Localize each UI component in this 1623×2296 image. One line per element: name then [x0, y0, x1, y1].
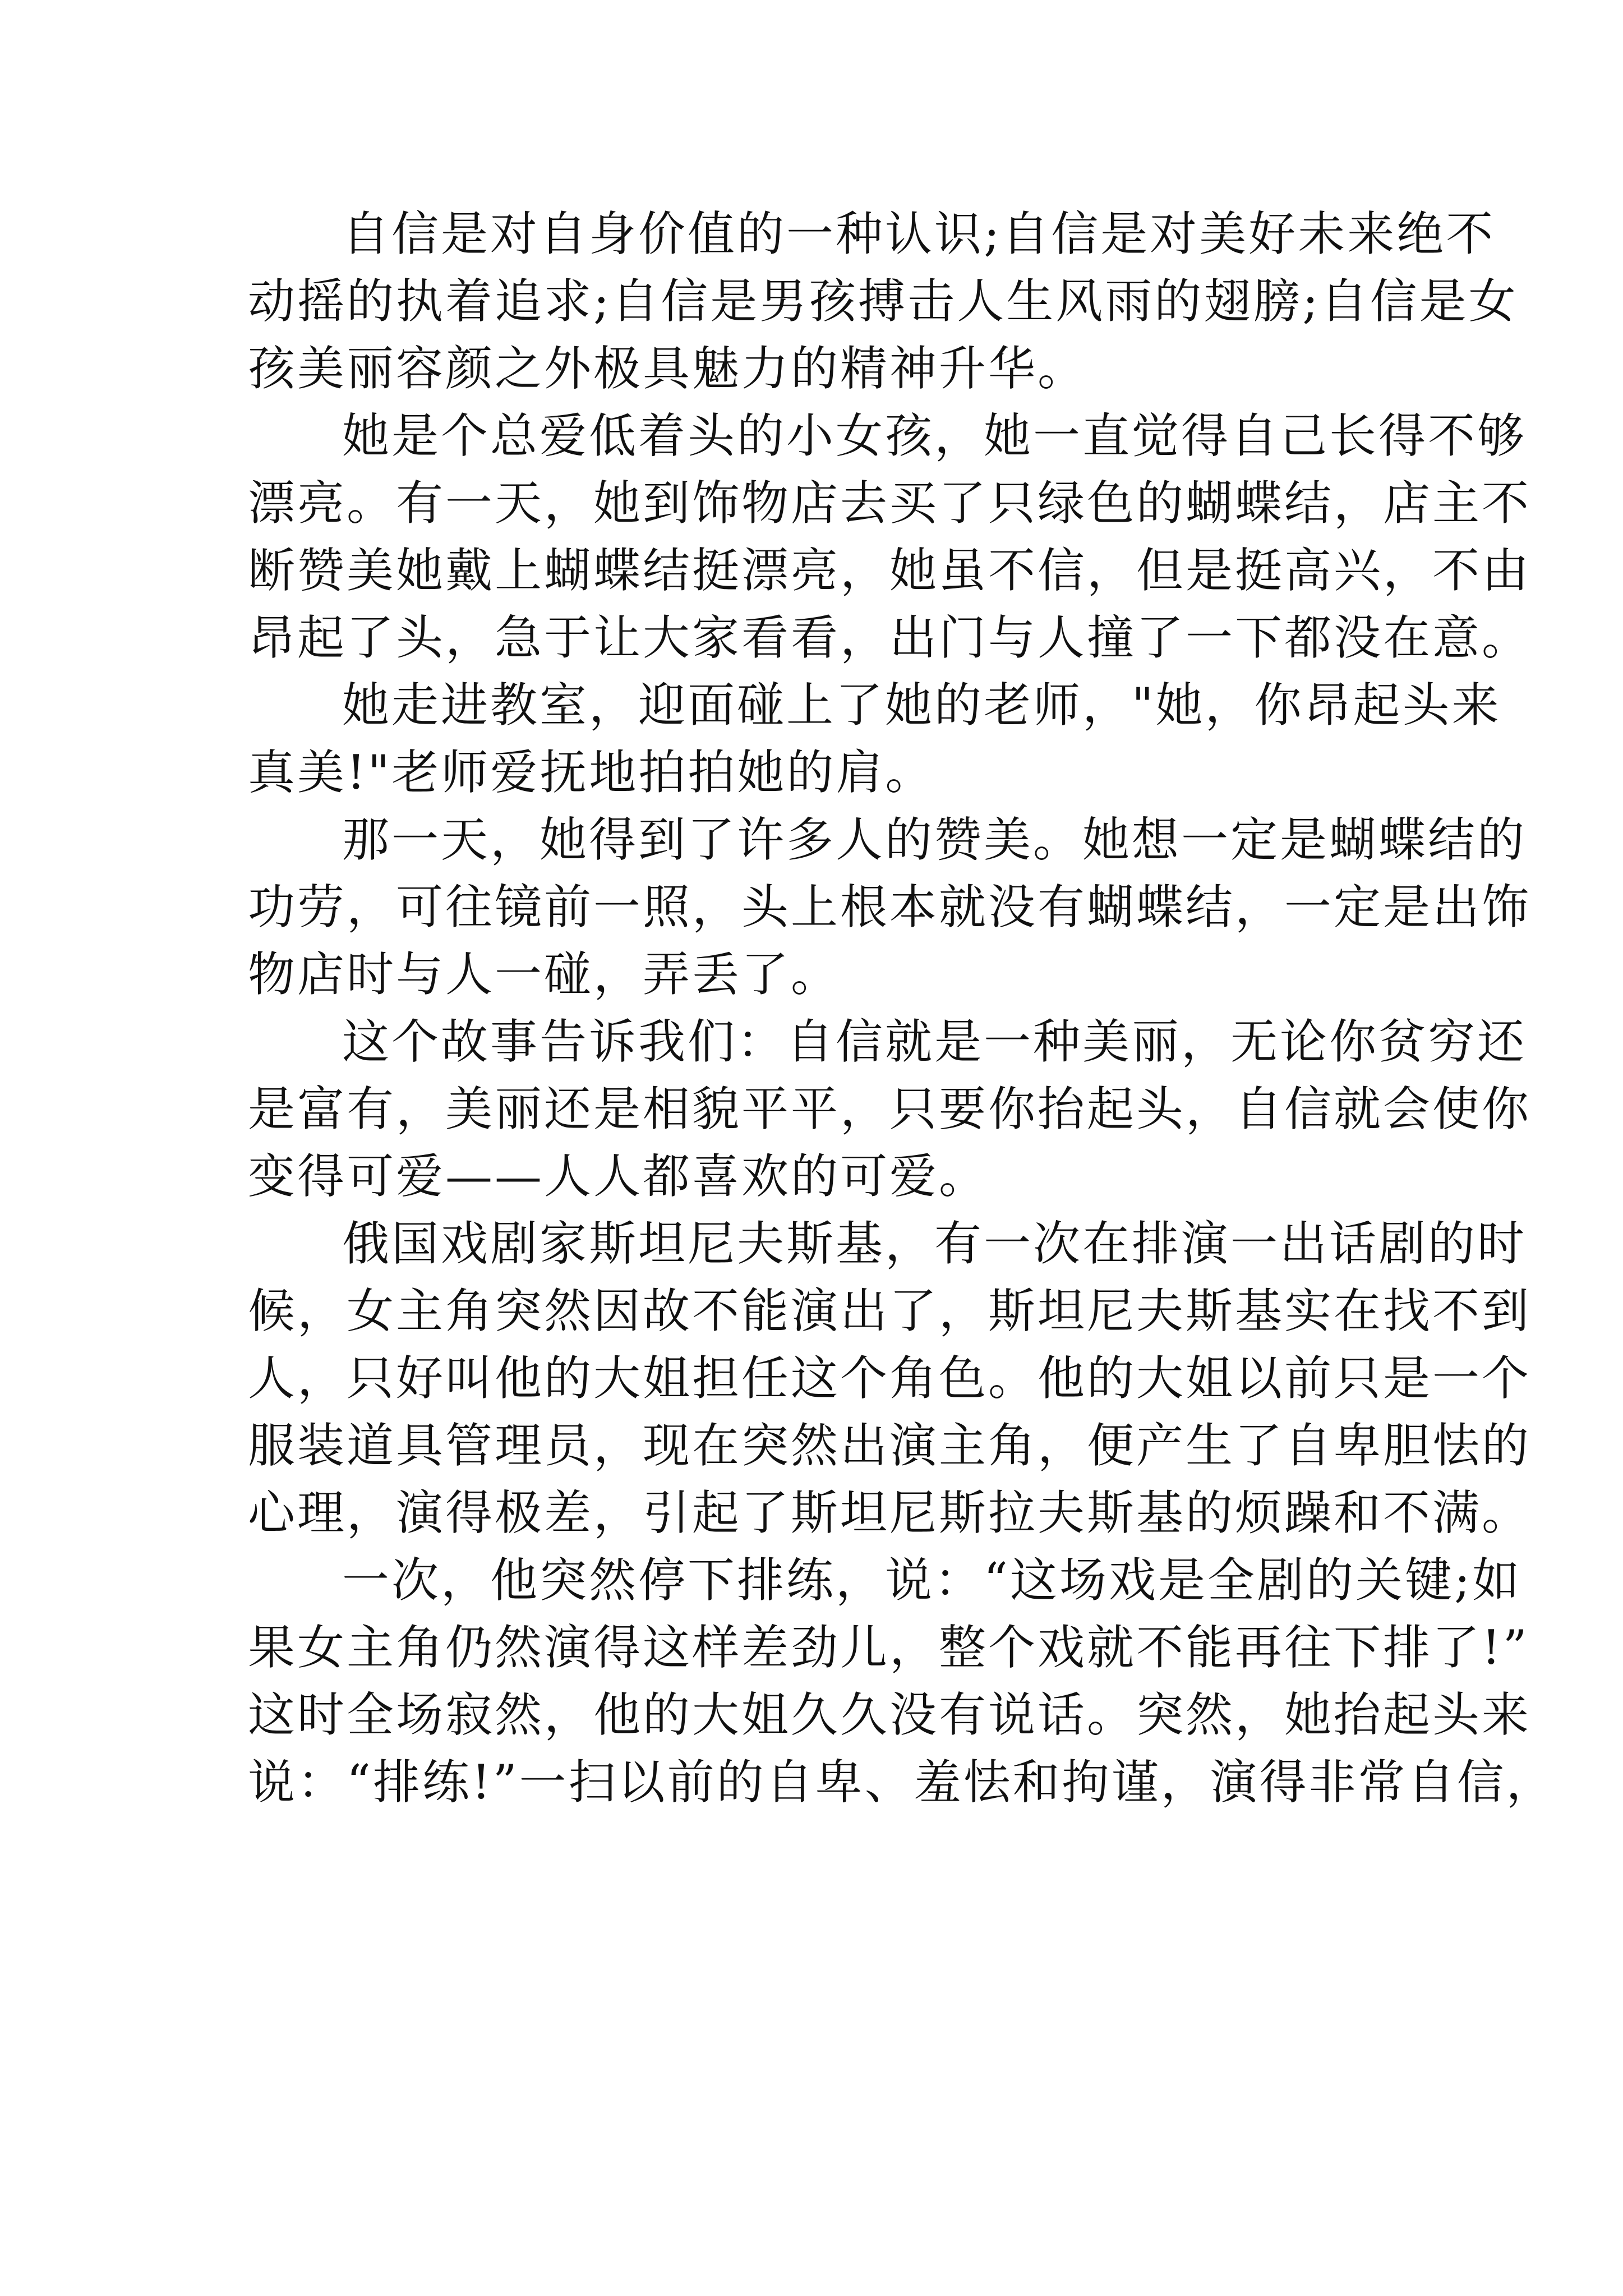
text-line: 孩美丽容颜之外极具魅力的精神升华。 — [248, 341, 1087, 396]
text-line: 真美!"老师爱抚地拍拍她的肩。 — [248, 745, 935, 800]
paragraph — [248, 1210, 1532, 1547]
text-line: 物店时与人一碰，弄丢了。 — [248, 947, 841, 1002]
text-line: 心理，演得极差，引起了斯坦尼斯拉夫斯基的烦躁和不满。 — [248, 1485, 1532, 1540]
text-line: 俄国戏剧家斯坦尼夫斯基，有一次在排演一出话剧的时 — [342, 1216, 1527, 1271]
text-line: 说：“排练!”一扫以前的自卑、羞怯和拘谨，演得非常自信， — [248, 1755, 1556, 1810]
text-line: 是富有，美丽还是相貌平平，只要你抬起头，自信就会使你 — [248, 1082, 1532, 1137]
text-line: 候，女主角突然因故不能演出了，斯坦尼夫斯基实在找不到 — [248, 1283, 1532, 1338]
text-line: 果女主角仍然演得这样差劲儿，整个戏就不能再往下排了!” — [248, 1620, 1529, 1675]
paragraph — [248, 806, 1532, 1008]
text-line: 一次，他突然停下排练，说：“这场戏是全剧的关键;如 — [342, 1553, 1522, 1608]
text-line: 她走进教室，迎面碰上了她的老师，"她，你昂起头来 — [342, 678, 1501, 733]
paragraph — [248, 402, 1532, 671]
text-line: 自信是对自身价值的一种认识;自信是对美好未来绝不 — [342, 206, 1496, 261]
paragraph — [248, 671, 1501, 806]
paragraph — [248, 1008, 1532, 1210]
text-line: 漂亮。有一天，她到饰物店去买了只绿色的蝴蝶结，店主不 — [248, 476, 1532, 531]
text-line: 服装道具管理员，现在突然出演主角，便产生了自卑胆怯的 — [248, 1418, 1532, 1473]
paragraph — [248, 1547, 1556, 1816]
text-line: 功劳，可往镜前一照，头上根本就没有蝴蝶结，一定是出饰 — [248, 880, 1532, 935]
text-line: 她是个总爱低着头的小女孩，她一直觉得自己长得不够 — [342, 408, 1527, 463]
text-line: 断赞美她戴上蝴蝶结挺漂亮，她虽不信，但是挺高兴，不由 — [248, 543, 1532, 598]
text-line: 人，只好叫他的大姐担任这个角色。他的大姐以前只是一个 — [248, 1351, 1532, 1406]
paragraph — [248, 200, 1518, 402]
text-line: 这时全场寂然，他的大姐久久没有说话。突然，她抬起头来 — [248, 1687, 1532, 1742]
text-line: 动摇的执着追求;自信是男孩搏击人生风雨的翅膀;自信是女 — [248, 274, 1518, 329]
text-line: 这个故事告诉我们：自信就是一种美丽，无论你贫穷还 — [342, 1014, 1527, 1069]
text-line: 那一天，她得到了许多人的赞美。她想一定是蝴蝶结的 — [342, 812, 1527, 867]
text-line: 昂起了头，急于让大家看看，出门与人撞了一下都没在意。 — [248, 610, 1532, 665]
document-body — [248, 200, 1556, 1816]
text-line: 变得可爱——人人都喜欢的可爱。 — [248, 1149, 989, 1204]
